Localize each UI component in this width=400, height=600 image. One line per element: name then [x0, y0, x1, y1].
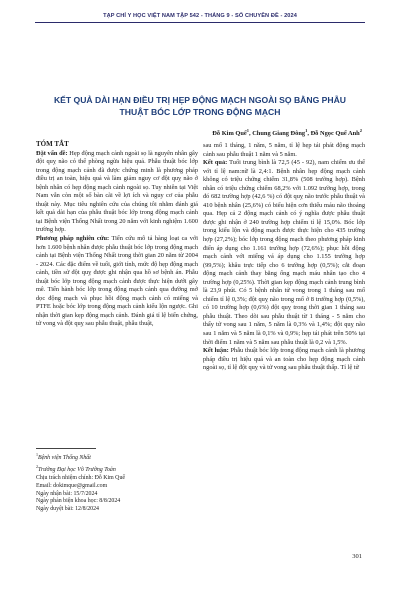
- abstract-right-column: [203, 142, 365, 373]
- paragraph-label: Kết luận:: [203, 347, 229, 355]
- footnote-text: Ngày nhận bài: 15/7/2024: [36, 490, 98, 497]
- paragraph-text: Tuổi trung bình là 72,5 (45 - 92), nam chiếm ưu thế với tỉ lệ nam:nữ là 2,4:1. Bệnh nhân hẹp động mạch cảnh không có triệu chứng chiếm 31,8% (508 trường hợp). Bệnh nhân có triệu chứng chiếm 68,2% với 1.092 trường hợp, trong đó 682 trường hợp (42,6 %) có đột quỵ não trước phẫu thuật và 410 bệnh nhân (25,6%) có biểu hiện cơn thiếu máu não thoáng qua. Hẹp cả 2 động mạch cảnh có ý nghĩa được phẫu thuật được ghi nhận ở 240 trường hợp chiếm tỉ lệ 15,0%. Bóc lớp trong kiểu lộn và động mạch được thực hiện cho 435 trường hợp (27,2%); bóc lớp trong động mạch theo phương pháp kinh điển áp dụng cho 1.161 trường hợp (72,6%); phục hồi động mạch cảnh với miếng vá áp dụng cho 1.155 trường hợp (99,5%); khâu trực tiếp cho 6 trường hợp (0,5%); cắt đoạn động mạch cảnh thay bằng ống mạch máu nhân tạo cho 4 trường hợp (0,25%). Thời gian kẹp động mạch cảnh trung bình là 23,9 phút. Có 5 bệnh nhân tử vong trong 1 tháng sau mổ chiếm tỉ lệ 0,3%; đột quỵ não trong mổ ở 8 trường hợp (0,5%), có 10 trường hợp (0,6%) đột quỵ trong thời gian 1 tháng sau phẫu thuật. Theo dõi sau phẫu thuật từ 1 tháng - 5 năm cho thấy tử vong sau 1 năm, 5 năm là 0,3% và 1,4%; đột quỵ não sau 1 năm và 5 năm là 0,1% và 0,9%; hẹp tái phát trên 50% tại thời điểm 1 năm và 5 năm sau phẫu thuật là 0,2 và 1,5%.: [203, 159, 365, 346]
- header-divider: [35, 22, 365, 23]
- abstract-paragraph: [36, 235, 198, 329]
- author-line: [212, 128, 362, 137]
- abstract-paragraph: [36, 150, 198, 235]
- author-affiliation-mark: 2: [359, 128, 362, 133]
- author-separator: ,: [248, 130, 253, 138]
- footnote-line: [36, 463, 198, 475]
- footnotes: [36, 451, 198, 514]
- footnote-line: [36, 491, 198, 499]
- abstract-left-column: [36, 140, 198, 329]
- footnote-text: Ngày duyệt bài: 12/8/2024: [36, 506, 99, 513]
- footnote-line: [36, 483, 198, 491]
- footnote-mark: 1: [36, 452, 38, 457]
- paragraph-label: Kết quả:: [203, 159, 228, 167]
- footnote-mark: 2: [36, 463, 38, 469]
- author-name: Đỗ Kim Quế: [212, 130, 247, 138]
- abstract-paragraph: [203, 159, 365, 347]
- footnote-line: [36, 475, 198, 483]
- footnote-divider: [36, 448, 96, 449]
- abstract-heading: TÓM TẮT: [36, 140, 69, 148]
- footnote-text: Bệnh viện Thống Nhất: [38, 454, 91, 461]
- paragraph-text: Hẹp động mạch cảnh ngoài sọ là nguyên nhân gây đột quỵ não có thể phòng ngừa hiệu quả. Phẫu thuật bóc lớp trong động mạch cảnh đã được chứng minh là phương pháp điều trị an toàn, hiệu quả và làm giảm nguy cơ đột quỵ não ở bệnh nhân có hẹp động mạch cảnh ngoài sọ. Tuy nhiên tại Việt Nam vẫn còn một số bàn cãi về lợi ích và nguy cơ của phẫu thuật này. Mục tiêu nghiên cứu của chúng tôi nhằm đánh giá kết quả dài hạn của phẫu thuật bóc lớp trong động mạch cảnh tại Bệnh viện Thống Nhất trong 20 năm với kinh nghiệm 1.600 trường hợp.: [36, 149, 198, 234]
- page-number: 301: [352, 553, 362, 560]
- author-name: Đỗ Ngọc Quế Anh: [310, 130, 360, 138]
- author-name: Chung Giang Đông: [252, 130, 306, 138]
- footnote-text: Trường Đại học Võ Trường Toản: [38, 466, 116, 473]
- paragraph-text: sau mổ 1 tháng, 1 năm, 5 năm, tỉ lệ hẹp tái phát động mạch cảnh sau phẫu thuật 1 năm và 5 năm.: [203, 142, 365, 158]
- paragraph-text: Tiến cứu mô tả hàng loạt ca với hơn 1.600 bệnh nhân được phẫu thuật bóc lớp trong động mạch cảnh tại Bệnh viện Thống Nhất trong thời gian 20 năm từ 2004 - 2024. Các đặc điểm về tuổi, giới tính, mức độ hẹp động mạch cảnh, tiền sử đột quỵ được ghi nhận qua hồ sơ bệnh án. Phẫu thuật bóc lớp trong động mạch cảnh được thực hiện dưới gây mê. Tiến hành bóc lớp trong động mạch cảnh qua đường mở dọc động mạch và phục hồi động mạch cảnh có miếng và PTFE hoặc bóc lớp trong động mạch cảnh kiểu lộn ngược. Ghi nhận thời gian kẹp động mạch cảnh. Đánh giá tỉ lệ biến chứng, tử vong và đột quỵ sau phẫu thuật, phẫu thuật,: [36, 235, 198, 328]
- abstract-paragraph: [203, 347, 365, 373]
- footnote-line: [36, 498, 198, 506]
- paragraph-label: Phương pháp nghiên cứu:: [36, 235, 110, 243]
- abstract-paragraph: [203, 142, 365, 159]
- paragraph-label: Đặt vấn đề:: [36, 149, 68, 157]
- footnote-text: Email: dokimque@gmail.com: [36, 482, 108, 489]
- author-affiliation-mark: 1: [246, 128, 249, 133]
- footnote-line: [36, 506, 198, 514]
- author-separator: ,: [307, 130, 311, 138]
- footnote-text: Chịu trách nhiệm chính: Đỗ Kim Quế: [36, 474, 125, 481]
- footnote-text: Ngày phản biện khoa học: 8/8/2024: [36, 498, 121, 505]
- footnote-line: [36, 451, 198, 463]
- paragraph-text: Phẫu thuật bóc lớp trong động mạch cảnh là phương pháp điều trị hiệu quả và an toàn cho hẹp động mạch cảnh ngoài sọ, tỉ lệ đột quỵ và tử vong sau phẫu thuật thấp. Tỉ lệ tử: [203, 347, 365, 372]
- author-affiliation-mark: 1: [305, 128, 308, 133]
- journal-header: TẠP CHÍ Y HỌC VIỆT NAM TẬP 542 - THÁNG 9 - SỐ CHUYÊN ĐỀ - 2024: [103, 13, 297, 19]
- article-title: KẾT QUẢ DÀI HẠN ĐIỀU TRỊ HẸP ĐỘNG MẠCH NGOÀI SỌ BẰNG PHẪU THUẬT BÓC LỚP TRONG ĐỘNG MẠCH: [53, 95, 347, 117]
